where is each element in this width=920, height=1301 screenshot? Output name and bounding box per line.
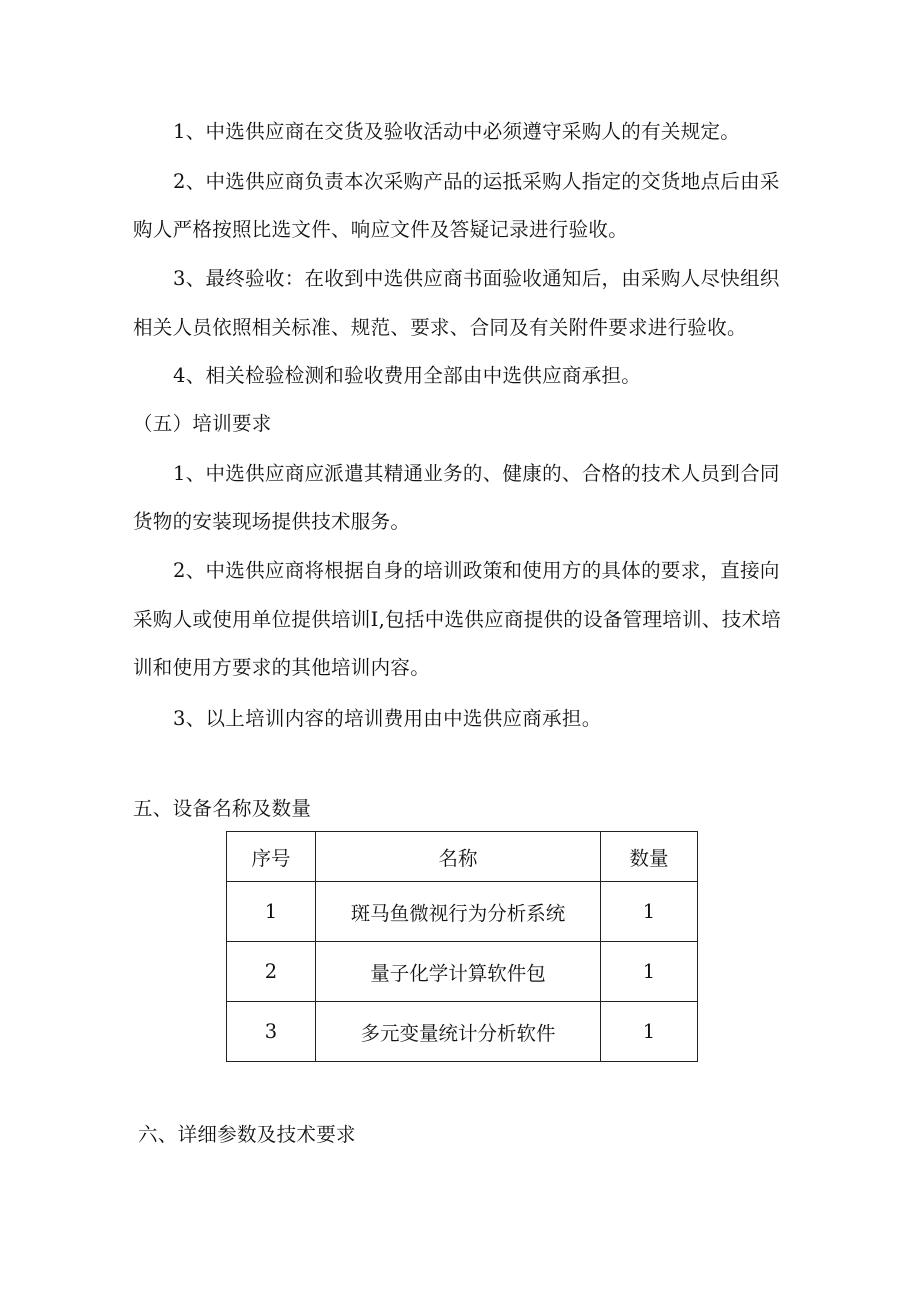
header-qty: 数量 [601, 832, 698, 882]
training-para-2-line-2: 采购人或使用单位提供培训I,包括中选供应商提供的设备管理培训、技术培 [133, 608, 782, 631]
cell-name: 多元变量统计分析软件 [316, 1002, 601, 1062]
training-para-1-line-2: 货物的安装现场提供技术服务。 [133, 510, 411, 533]
cell-name: 量子化学计算软件包 [316, 942, 601, 1002]
training-para-3: 3、以上培训内容的培训费用由中选供应商承担。 [173, 707, 602, 730]
equipment-table [226, 831, 698, 1062]
cell-qty: 1 [601, 1002, 698, 1062]
details-heading: 六、详细参数及技术要求 [138, 1123, 356, 1146]
table-row [227, 942, 698, 1002]
cell-no: 2 [227, 942, 316, 1002]
cell-qty: 1 [601, 882, 698, 942]
acceptance-para-3-line-1: 3、最终验收：在收到中选供应商书面验收通知后，由采购人尽快组织 [173, 267, 780, 290]
acceptance-para-2-line-2: 购人严格按照比选文件、响应文件及答疑记录进行验收。 [133, 218, 629, 241]
cell-no: 3 [227, 1002, 316, 1062]
training-heading: （五）培训要求 [133, 412, 272, 435]
cell-name: 斑马鱼微视行为分析系统 [316, 882, 601, 942]
header-no: 序号 [227, 832, 316, 882]
equipment-heading: 五、设备名称及数量 [133, 797, 312, 820]
acceptance-para-3-line-2: 相关人员依照相关标准、规范、要求、合同及有关附件要求进行验收。 [133, 316, 747, 339]
cell-qty: 1 [601, 942, 698, 1002]
acceptance-para-2-line-1: 2、中选供应商负责本次采购产品的运抵采购人指定的交货地点后由采 [173, 170, 780, 193]
header-name: 名称 [316, 832, 601, 882]
acceptance-para-1: 1、中选供应商在交货及验收活动中必须遵守采购人的有关规定。 [173, 120, 741, 143]
table-row [227, 882, 698, 942]
training-para-2-line-1: 2、中选供应商将根据自身的培训政策和使用方的具体的要求，直接向 [173, 559, 780, 582]
training-para-1-line-1: 1、中选供应商应派遣其精通业务的、健康的、合格的技术人员到合同 [173, 462, 780, 485]
table-header-row [227, 832, 698, 882]
table-row [227, 1002, 698, 1062]
cell-no: 1 [227, 882, 316, 942]
acceptance-para-4: 4、相关检验检测和验收费用全部由中选供应商承担。 [173, 364, 642, 387]
training-para-2-line-3: 训和使用方要求的其他培训内容。 [133, 656, 431, 679]
